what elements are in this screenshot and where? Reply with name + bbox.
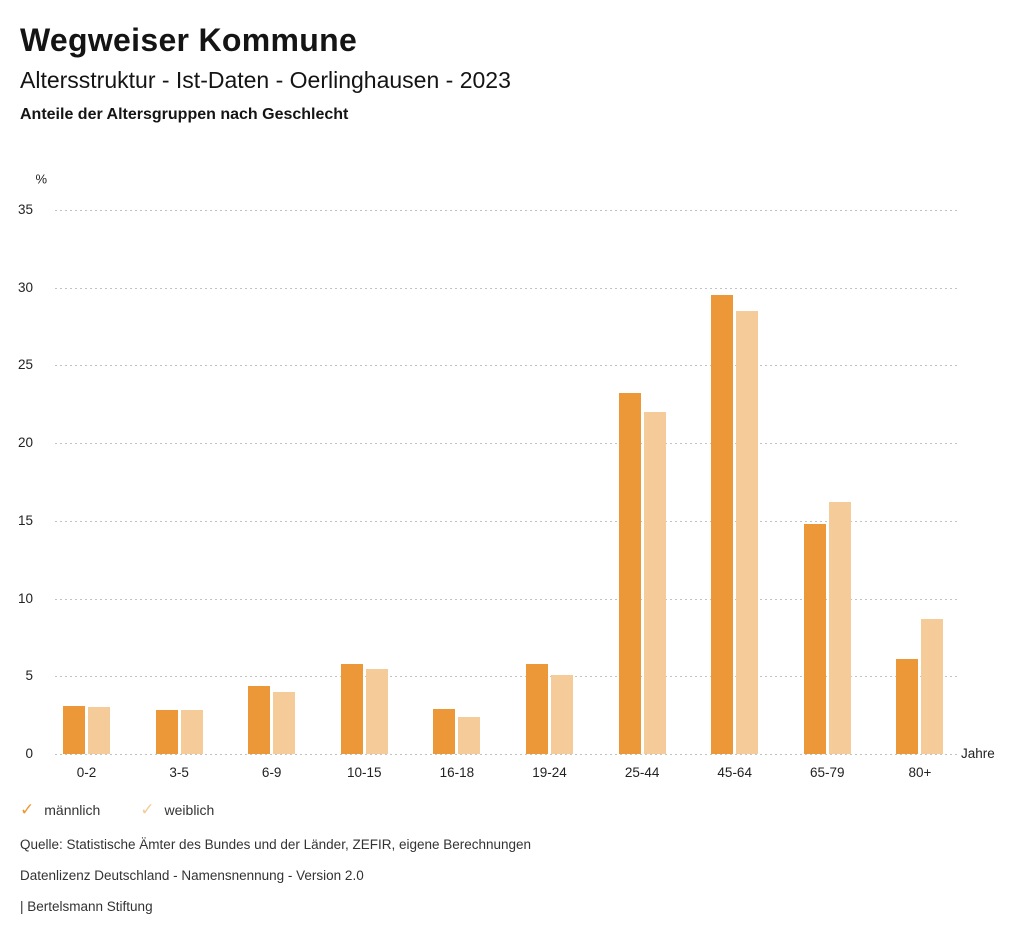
gridline-15 (55, 521, 959, 522)
license-note: Datenlizenz Deutschland - Namensnennung - Version 2.0 (20, 868, 364, 883)
chart-title: Altersstruktur - Ist-Daten - Oerlinghausen - 2023 (20, 67, 511, 93)
x-tick-label-25-44: 25-44 (624, 765, 660, 780)
bar-weiblich-65-79[interactable] (829, 502, 851, 754)
legend-label-maennlich: männlich (44, 801, 101, 818)
legend-item-maennlich[interactable] (20, 801, 100, 818)
bar-maennlich-6-9[interactable] (248, 686, 270, 754)
y-tick-label-0: 0 (25, 746, 33, 762)
bar-weiblich-0-2[interactable] (88, 707, 110, 754)
bar-weiblich-80+[interactable] (921, 619, 943, 754)
bar-weiblich-10-15[interactable] (366, 669, 388, 754)
bar-maennlich-80+[interactable] (896, 659, 918, 754)
chart-measure-label: Anteile der Altersgruppen nach Geschlecht (20, 106, 349, 123)
gridline-0 (55, 754, 959, 755)
bar-weiblich-6-9[interactable] (273, 692, 295, 754)
gridline-35 (55, 210, 959, 211)
x-tick-label-6-9: 6-9 (261, 765, 282, 780)
y-tick-label-20: 20 (17, 435, 33, 451)
x-axis-unit-label: Jahre (961, 745, 995, 761)
x-tick-label-3-5: 3-5 (169, 765, 189, 780)
x-tick-label-0-2: 0-2 (76, 765, 97, 780)
legend-item-weiblich[interactable] (140, 801, 214, 818)
y-axis-unit-label: % (35, 171, 47, 187)
y-tick-label-25: 25 (17, 357, 33, 373)
x-tick-label-16-18: 16-18 (439, 765, 475, 780)
bar-maennlich-19-24[interactable] (526, 664, 548, 754)
x-tick-label-45-64: 45-64 (717, 765, 752, 780)
x-tick-label-65-79: 65-79 (810, 765, 845, 780)
check-icon: ✓ (140, 800, 155, 819)
bar-weiblich-3-5[interactable] (181, 710, 203, 754)
page-title: Wegweiser Kommune (20, 22, 358, 58)
x-tick-label-19-24: 19-24 (532, 765, 567, 780)
bar-maennlich-65-79[interactable] (804, 524, 826, 754)
legend (20, 801, 214, 818)
bar-maennlich-25-44[interactable] (619, 393, 641, 754)
gridline-20 (55, 443, 959, 444)
y-tick-label-30: 30 (17, 279, 33, 295)
y-tick-label-10: 10 (17, 590, 33, 606)
chart-footer (20, 838, 531, 931)
bar-weiblich-16-18[interactable] (458, 717, 480, 754)
bar-weiblich-19-24[interactable] (551, 675, 573, 754)
source-note: Quelle: Statistische Ämter des Bundes und der Länder, ZEFIR, eigene Berechnungen (20, 837, 532, 852)
attribution-note: | Bertelsmann Stiftung (20, 899, 153, 914)
y-tick-label-35: 35 (17, 202, 33, 218)
gridline-30 (55, 288, 959, 289)
gridline-25 (55, 365, 959, 366)
bar-weiblich-25-44[interactable] (644, 412, 666, 754)
legend-label-weiblich: weiblich (164, 801, 215, 818)
bar-maennlich-16-18[interactable] (433, 709, 455, 754)
y-tick-label-15: 15 (17, 513, 33, 529)
bar-maennlich-45-64[interactable] (711, 295, 733, 754)
bar-maennlich-3-5[interactable] (156, 710, 178, 754)
y-tick-label-5: 5 (25, 668, 33, 684)
check-icon: ✓ (20, 800, 35, 819)
x-tick-label-80+: 80+ (908, 765, 932, 780)
plot-area (17, 171, 995, 780)
bar-weiblich-45-64[interactable] (736, 311, 758, 754)
bar-maennlich-0-2[interactable] (63, 706, 85, 754)
x-tick-label-10-15: 10-15 (347, 765, 382, 780)
bar-maennlich-10-15[interactable] (341, 664, 363, 754)
